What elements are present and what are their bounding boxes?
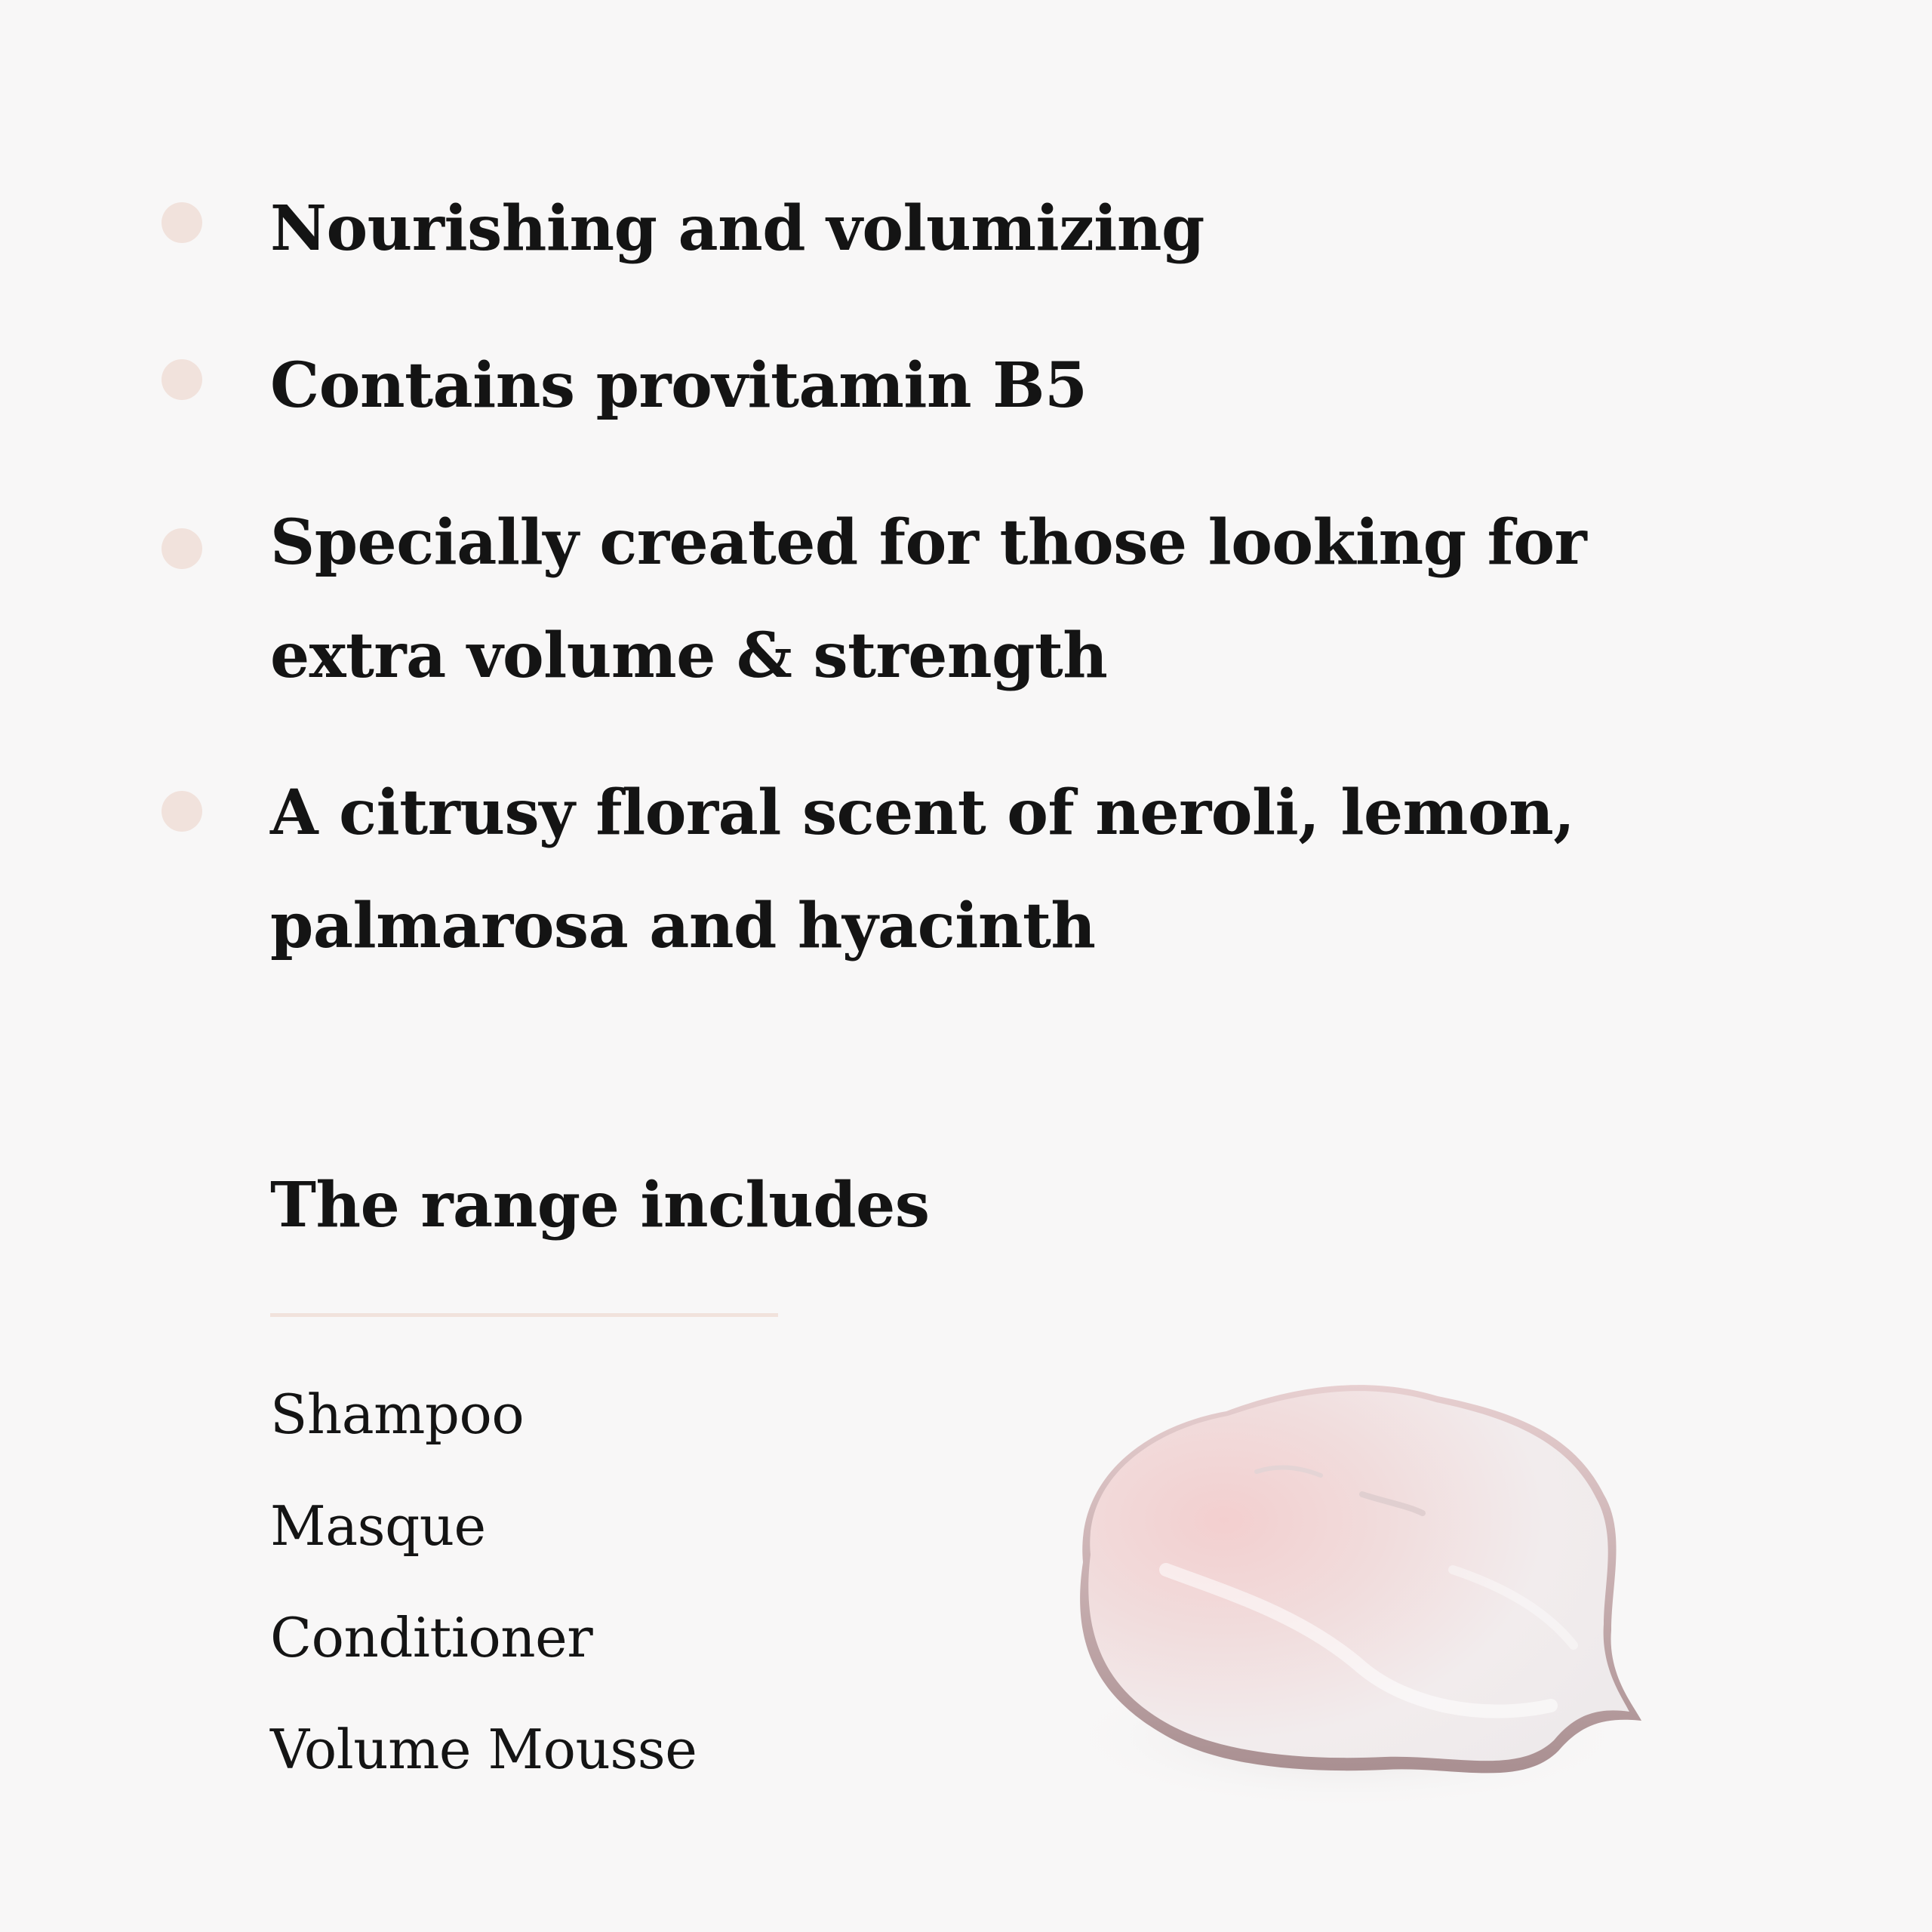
range-item: Volume Mousse <box>270 1718 697 1781</box>
cream-swatch-image <box>1030 1343 1649 1841</box>
bullet-icon <box>162 791 202 832</box>
bullet-icon <box>162 359 202 400</box>
feature-text: Contains provitamin B5 <box>270 349 1088 422</box>
range-heading: The range includes <box>270 1169 930 1241</box>
feature-text: Nourishing and volumizing <box>270 192 1204 265</box>
range-divider <box>270 1313 778 1317</box>
feature-text: A citrusy floral scent of neroli, lemon, palmarosa and hyacinth <box>270 777 1575 962</box>
bullet-icon <box>162 528 202 569</box>
feature-text: Specially created for those looking for extra volume & strength <box>270 506 1587 692</box>
range-item: Conditioner <box>270 1606 593 1669</box>
range-item: Shampoo <box>270 1383 525 1446</box>
range-item: Masque <box>270 1494 486 1558</box>
bullet-icon <box>162 202 202 243</box>
range-list <box>270 1358 697 1805</box>
